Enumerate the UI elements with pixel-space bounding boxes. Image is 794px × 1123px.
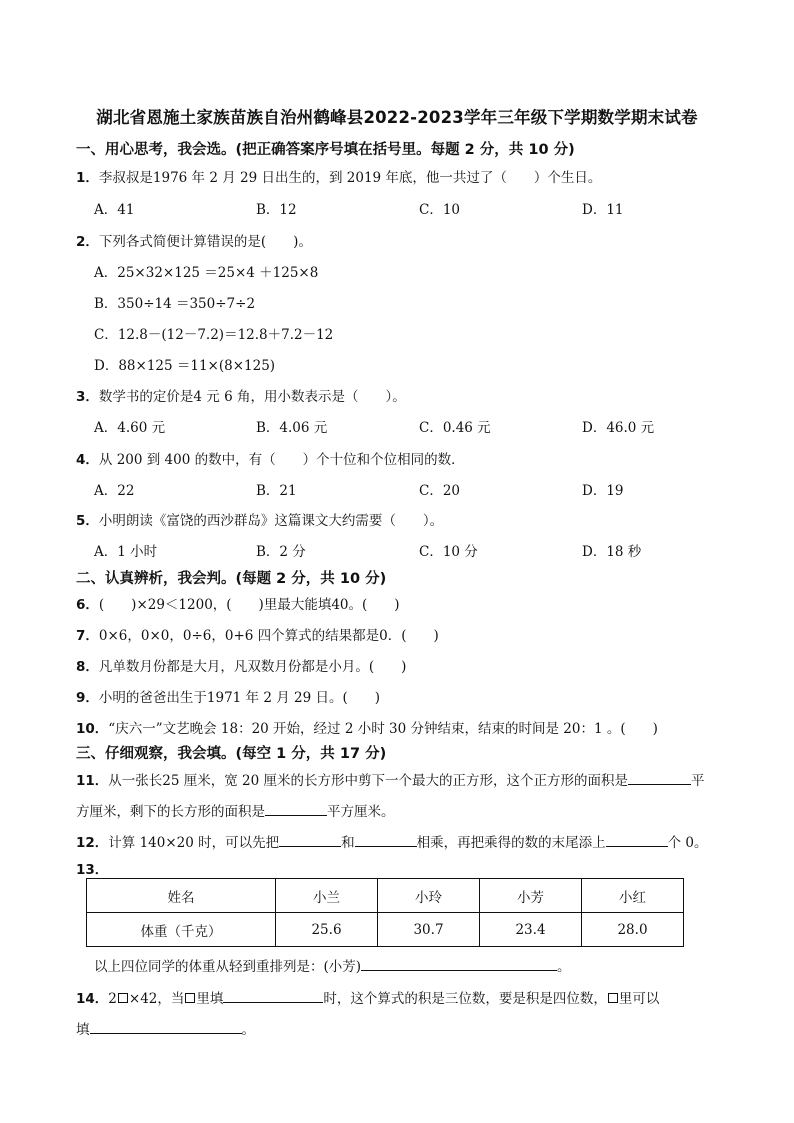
weight-table (86, 878, 684, 947)
question-1: 1．李叔叔是1976 年 2 月 29 日出生的，到 2019 年底，他一共过了（ ）个生日。 (76, 170, 602, 186)
table-header-cell: 小玲 (378, 879, 480, 913)
page-title: 湖北省恩施土家族苗族自治州鹤峰县2022-2023学年三年级下学期数学期末试卷 (96, 108, 698, 127)
answer-blank[interactable] (606, 832, 668, 847)
q2-option-d: D．88×125 ＝11×(8×125) (94, 358, 276, 374)
q3-option-c: C．0.46 元 (419, 420, 491, 436)
section-1-heading: 一、用心思考，我会选。(把正确答案序号填在括号里。每题 2 分，共 10 分) (76, 142, 575, 158)
table-cell: 23.4 (480, 913, 582, 947)
question-14-line-1: 14．2 ×42，当 里填 时，这个算式的积是三位数，要是积是四位数， 里可以 (76, 987, 659, 1007)
question-9: 9．小明的爸爸出生于1971 年 2 月 29 日。( ) (76, 690, 381, 706)
table-header-cell: 小芳 (480, 879, 582, 913)
square-box-icon (608, 993, 618, 1003)
table-header-row (87, 879, 684, 913)
answer-blank[interactable] (628, 770, 691, 785)
q4-option-c: C．20 (419, 483, 461, 499)
question-8: 8．凡单数月份都是大月，凡双数月份都是小月。( ) (76, 659, 407, 675)
q2-option-a: A．25×32×125 ＝25×4 ＋125×8 (94, 265, 319, 281)
q5-option-b: B．2 分 (256, 544, 306, 560)
q5-option-a: A．1 小时 (94, 544, 158, 560)
question-13-answer-line: 以上四位同学的体重从轻到重排列是：(小芳) 。 (94, 955, 571, 975)
question-14-line-2: 填 。 (76, 1018, 255, 1038)
answer-blank[interactable] (355, 832, 417, 847)
question-4: 4．从 200 到 400 的数中，有（ ）个十位和个位相同的数． (76, 452, 465, 468)
section-3-heading: 三、仔细观察，我会填。(每空 1 分，共 17 分) (76, 746, 387, 762)
table-header-cell: 小红 (582, 879, 684, 913)
table-header-cell: 姓名 (87, 879, 276, 913)
q1-option-c: C．10 (419, 202, 461, 218)
question-11-line-1: 11．从一张长25 厘米，宽 20 厘米的长方形中剪下一个最大的正方形，这个正方形的面积是 平 (76, 769, 705, 789)
question-6: 6．( )×29＜1200，( )里最大能填40。( ) (76, 597, 400, 613)
question-7: 7．0×6，0×0，0÷6，0+6 四个算式的结果都是0．( ) (76, 628, 439, 644)
q5-option-d: D．18 秒 (582, 544, 642, 560)
section-2-heading: 二、认真辨析，我会判。(每题 2 分，共 10 分) (76, 571, 387, 587)
table-cell: 25.6 (276, 913, 378, 947)
table-header-cell: 小兰 (276, 879, 378, 913)
square-box-icon (118, 993, 128, 1003)
question-10: 10．“庆六一”文艺晚会 18：20 开始，经过 2 小时 30 分钟结束，结束的时间是 20：1 。( ) (76, 721, 658, 737)
q1-option-a: A．41 (94, 202, 135, 218)
answer-blank[interactable] (279, 832, 341, 847)
q2-option-b: B．350÷14 ＝350÷7÷2 (94, 296, 256, 312)
question-11-line-2: 方厘米，剩下的长方形的面积是 平方厘米。 (76, 800, 395, 820)
question-2: 2．下列各式简便计算错误的是( )。 (76, 234, 312, 250)
q1-option-b: B．12 (256, 202, 297, 218)
table-row (87, 913, 684, 947)
answer-blank[interactable] (90, 1019, 242, 1034)
q5-option-c: C．10 分 (419, 544, 478, 560)
answer-blank[interactable] (361, 956, 557, 971)
question-5: 5．小明朗读《富饶的西沙群岛》这篇课文大约需要（ ）。 (76, 513, 444, 529)
q3-option-d: D．46.0 元 (582, 420, 655, 436)
answer-blank[interactable] (223, 988, 323, 1003)
q4-option-b: B．21 (256, 483, 297, 499)
q2-option-c: C．12.8－(12－7.2)＝12.8＋7.2－12 (94, 327, 334, 343)
question-12: 12．计算 140×20 时，可以先把 和 相乘，再把乘得的数的末尾添上 个 0。 (76, 831, 708, 851)
question-3: 3．数学书的定价是4 元 6 角，用小数表示是（ ）。 (76, 389, 406, 405)
square-box-icon (185, 993, 195, 1003)
table-cell: 体重（千克） (87, 913, 276, 947)
answer-blank[interactable] (265, 801, 327, 816)
q3-option-b: B．4.06 元 (256, 420, 328, 436)
question-13: 13． (76, 862, 109, 878)
table-cell: 28.0 (582, 913, 684, 947)
table-cell: 30.7 (378, 913, 480, 947)
q1-option-d: D．11 (582, 202, 624, 218)
q4-option-d: D．19 (582, 483, 624, 499)
q3-option-a: A．4.60 元 (94, 420, 166, 436)
q4-option-a: A．22 (94, 483, 135, 499)
